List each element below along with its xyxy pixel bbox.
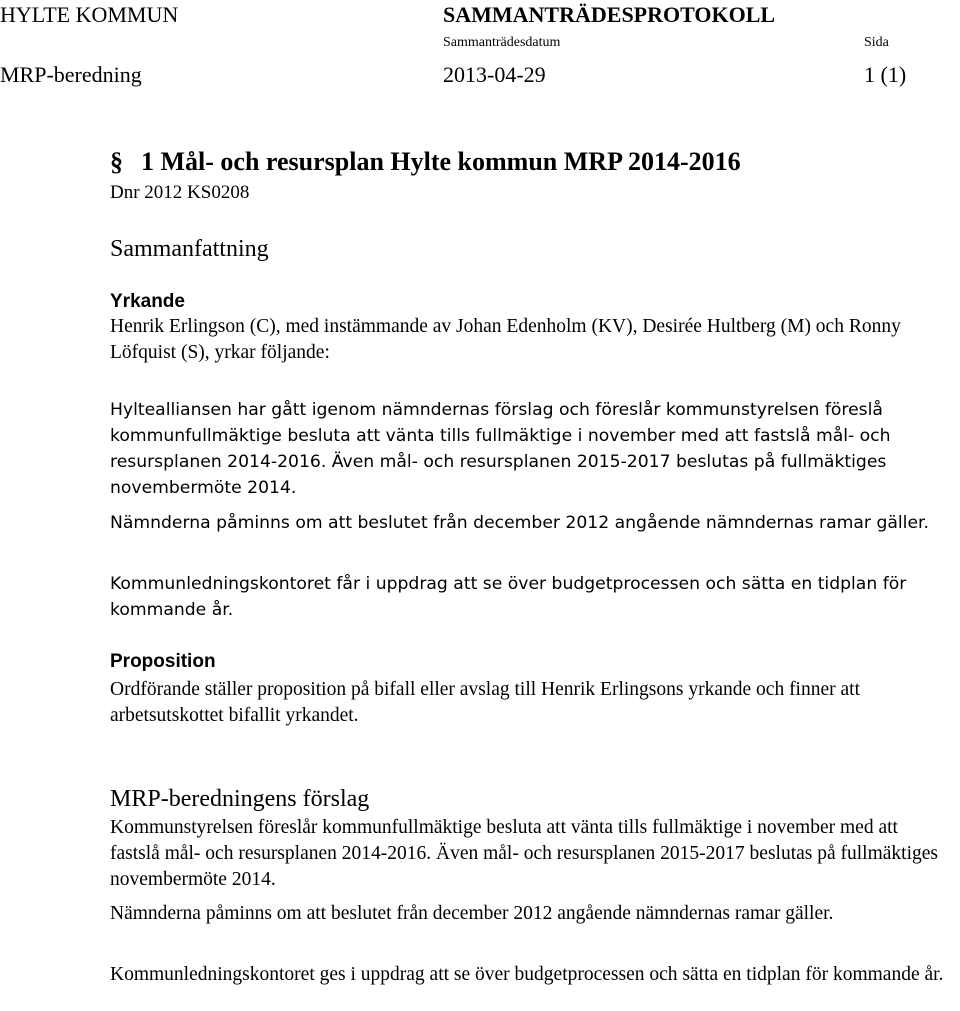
header-page: 1 (1)	[864, 62, 907, 87]
forslag-paragraph-2: Nämnderna påminns om att beslutet från december 2012 angående nämndernas ramar gäller.	[110, 903, 834, 924]
dnr: Dnr 2012 KS0208	[110, 182, 250, 203]
header-date-label: Sammanträdesdatum	[443, 35, 561, 50]
header-body: MRP-beredning	[0, 62, 142, 87]
proposition-text: Ordförande ställer proposition på bifall eller avslag till Henrik Erlingsons yrkande och finner att arbetsutskottet bifallit yrkandet.	[110, 679, 860, 726]
summary-heading: Sammanfattning	[110, 236, 269, 262]
yrkande-paragraph-2: Nämnderna påminns om att beslutet från december 2012 angående nämndernas ramar gäller.	[110, 513, 929, 533]
forslag-paragraph-3: Kommunledningskontoret ges i uppdrag att se över budgetprocessen och sätta en tidplan för kommande år.	[110, 964, 944, 985]
yrkande-intro: Henrik Erlingson (C), med instämmande av Johan Edenholm (KV), Desirée Hultberg (M) och Ronny Löfquist (S), yrkar följande:	[110, 316, 901, 363]
forslag-paragraph-1: Kommunstyrelsen föreslår kommunfullmäktige besluta att vänta tills fullmäktige i november med att fastslå mål- och resursplanen 2014-2016. Även mål- och resursplanen 2015-2017 beslutas på fullmäktiges novembermöte 2014.	[110, 817, 938, 890]
header-org: HYLTE KOMMUN	[0, 2, 179, 27]
proposition-heading: Proposition	[110, 651, 216, 672]
header-page-label: Sida	[864, 35, 889, 50]
yrkande-heading: Yrkande	[110, 291, 185, 312]
yrkande-paragraph-3: Kommunledningskontoret får i uppdrag att se över budgetprocessen och sätta en tidplan för kommande år.	[110, 574, 907, 620]
header-date: 2013-04-29	[443, 62, 546, 87]
header-doc-type: SAMMANTRÄDESPROTOKOLL	[443, 2, 776, 27]
item-title-row	[110, 146, 741, 178]
forslag-heading: MRP-beredningens förslag	[110, 786, 370, 812]
item-title: 1 Mål- och resursplan Hylte kommun MRP 2014-2016	[141, 147, 741, 176]
section-mark: §	[110, 147, 123, 176]
yrkande-paragraph-1: Hyltealliansen har gått igenom nämndernas förslag och föreslår kommunstyrelsen föreslå kommunfullmäktige besluta att vänta tills fullmäktige i november med att fastslå mål- och resursplanen 2014-2016. Även mål- och resursplanen 2015-2017 beslutas på fullmäktiges novembermöte 2014.	[110, 400, 891, 498]
